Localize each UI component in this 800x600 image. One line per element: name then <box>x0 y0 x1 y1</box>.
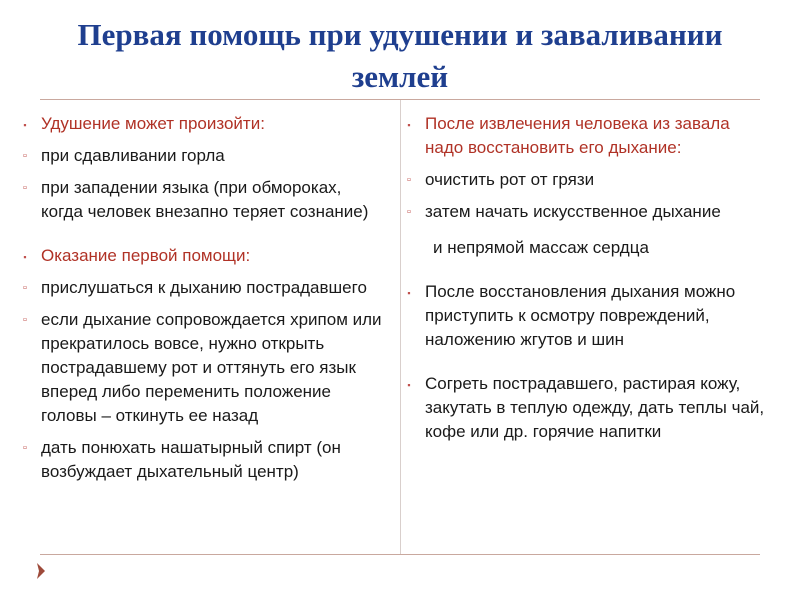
list-item: ▫ затем начать искусственное дыхание <box>398 200 770 224</box>
square-bullet-icon: ▪ <box>407 380 411 390</box>
heading-text: Удушение может произойти: <box>41 114 265 133</box>
right-column <box>398 112 770 444</box>
open-bullet-icon: ▫ <box>23 182 27 194</box>
open-bullet-icon: ▫ <box>23 314 27 326</box>
square-bullet-icon: ▪ <box>407 288 411 298</box>
left-heading-choking <box>14 112 386 136</box>
open-bullet-icon: ▫ <box>23 442 27 454</box>
slide-title: Первая помощь при удушении и заваливании землей <box>77 17 723 94</box>
heading-text: Оказание первой помощи: <box>41 246 251 265</box>
list-item: ▫ при западении языка (при обмороках, когда человек внезапно теряет сознание) <box>14 176 386 224</box>
heading-text: После извлечения человека из завала надо восстановить его дыхание: <box>425 114 730 157</box>
list-item: ▫ прислушаться к дыханию пострадавшего <box>14 276 386 300</box>
list-item: ▫ дать понюхать нашатырный спирт (он возбуждает дыхательный центр) <box>14 436 386 484</box>
open-bullet-icon: ▫ <box>23 150 27 162</box>
list-item: ▫ при сдавливании горла <box>14 144 386 168</box>
arrow-shape <box>37 563 45 579</box>
open-bullet-icon: ▫ <box>407 206 411 218</box>
list-item: ▫ если дыхание сопровождается хрипом или прекратилось вовсе, нужно открыть пострадавшему рот и оттянуть его язык вперед либо переменить положение головы – откинуть ее назад <box>14 308 386 428</box>
square-bullet-icon: ▪ <box>23 252 27 262</box>
paragraph-item: ▪ Согреть пострадавшего, растирая кожу, закутать в теплую одежду, дать теплы чай, кофе или др. горячие напитки <box>398 372 770 444</box>
right-heading-extraction <box>398 112 770 160</box>
square-bullet-icon: ▪ <box>23 120 27 130</box>
list-continuation: и непрямой массаж сердца <box>433 238 649 257</box>
paragraph-item: ▪ После восстановления дыхания можно приступить к осмотру повреждений, наложению жгутов и шин <box>398 280 770 352</box>
bottom-divider <box>40 554 760 555</box>
slide-nav-arrow-icon[interactable] <box>36 562 46 580</box>
left-heading-first-aid <box>14 244 386 268</box>
open-bullet-icon: ▫ <box>407 174 411 186</box>
list-item: ▫ очистить рот от грязи <box>398 168 770 192</box>
left-column <box>14 112 386 484</box>
square-bullet-icon: ▪ <box>407 120 411 130</box>
open-bullet-icon: ▫ <box>23 282 27 294</box>
